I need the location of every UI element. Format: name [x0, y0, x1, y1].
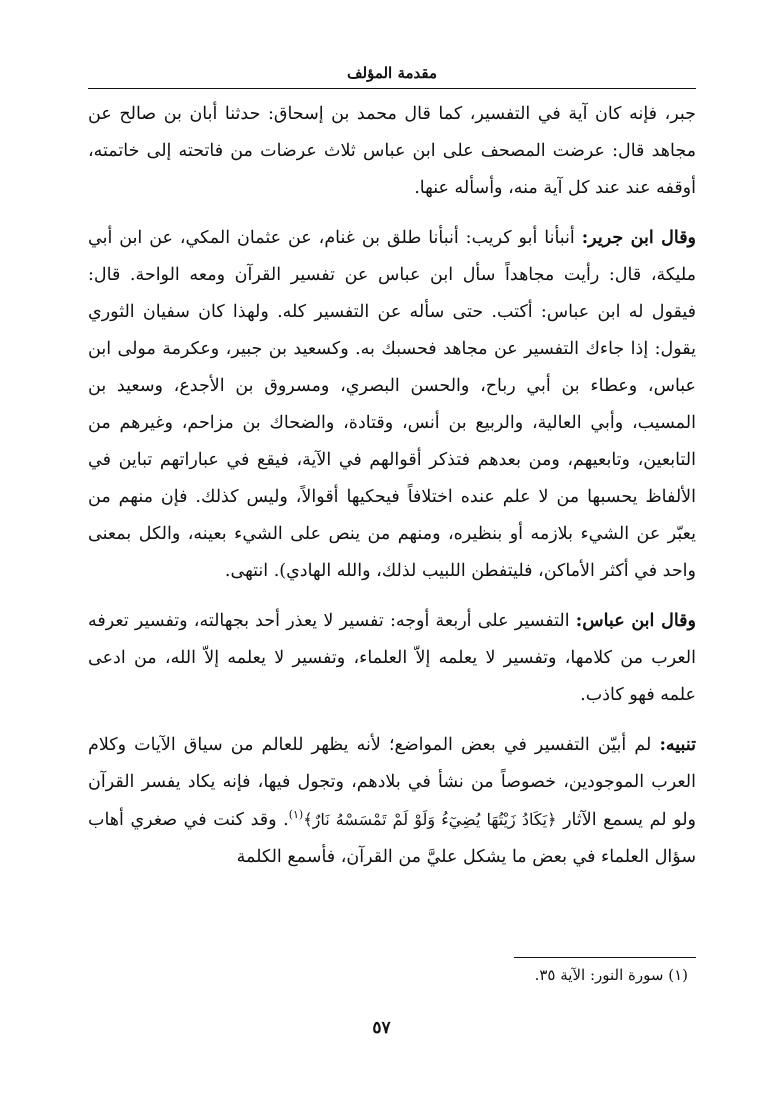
paragraph-1 — [88, 96, 696, 207]
body-text — [88, 96, 696, 889]
paragraph-3-text: التفسير على أربعة أوجه: تفسير لا يعذر أحد بجهالته، وتفسير تعرفه العرب من كلامها، وتفسير لا يعلمه إلاّ العلماء، وتفسير لا يعلمه إلاّ الله، من ادعى علمه فهو كاذب. — [88, 611, 696, 705]
running-header: مقدمة المؤلف — [346, 64, 438, 82]
paragraph-3-lead: وقال ابن عباس: — [575, 611, 696, 631]
quran-verse: ﴿يَكَادُ زَيْتُهَا يُضِيٓءُ وَلَوْ لَمْ تَمْسَسْهُ نَارٌ﴾ — [303, 810, 557, 829]
paragraph-2-text: أنبأنا أبو كريب: أنبأنا طلق بن غنام، عن عثمان المكي، عن ابن أبي مليكة، قال: رأيت مجاهداً سأل ابن عباس عن تفسير القرآن ومعه الواحة. قال: فيقول له ابن عباس: أكتب. حتى سأله عن التفسير كله. ولهذا كان سفيان الثوري يقول: إذا جاءك التفسير عن مجاهد فحسبك به. وكسعيد بن جبير، وعكرمة مولى ابن عباس، وعطاء بن أبي رباح، والحسن البصري، ومسروق بن الأجدع، وسعيد بن المسيب، وأبي العالية، والربيع بن أنس، وقتادة، والضحاك بن مزاحم، وغيرهم من التابعين، وتابعيهم، ومن بعدهم فتذكر أقوالهم في الآية، فيقع في عباراتهم تباين في الألفاظ يحسبها من لا علم عنده اختلافاً فيحكيها أقوالاً، وليس كذلك. فإن منهم من يعبّر عن الشيء بلازمه أو بنظيره، ومنهم من ينص على الشيء بعينه، والكل بمعنى واحد في أكثر الأماكن، فليتفطن اللبيب لذلك، والله الهادي). انتهى. — [88, 228, 696, 581]
page-number: ٥٧ — [372, 1018, 391, 1038]
paragraph-4-text-after: . وقد كنت في صغري أهاب سؤال العلماء في بعض ما يشكل عليَّ من القرآن، فأسمع الكلمة — [88, 810, 696, 867]
header-rule — [88, 88, 696, 89]
footnote-rule — [514, 957, 696, 958]
paragraph-4 — [88, 727, 696, 876]
footnote: (١) سورة النور: الآية ٣٥. — [534, 966, 688, 984]
footnote-reference[interactable]: (١) — [288, 808, 304, 822]
paragraph-2-lead: وقال ابن جرير: — [581, 228, 697, 248]
paragraph-1-text: جبر، فإنه كان آية في التفسير، كما قال محمد بن إسحاق: حدثنا أبان بن صالح عن مجاهد قال: عرضت المصحف على ابن عباس ثلاث عرضات من فاتحته إلى خاتمته، أوقفه عند عند كل آية منه، وأسأله عنها. — [88, 104, 696, 198]
paragraph-4-text-before: لم أبيّن التفسير في بعض المواضع؛ لأنه يظهر للعالم من سياق الآيات وكلام العرب الموجودين، خصوصاً من نشأ في بلادهم، وتجول فيها، فإنه يكاد يفسر القرآن ولو لم يسمع الآثار — [88, 735, 696, 830]
paragraph-2 — [88, 220, 696, 590]
paragraph-3 — [88, 603, 696, 714]
paragraph-4-lead: تنبيه: — [659, 735, 696, 755]
